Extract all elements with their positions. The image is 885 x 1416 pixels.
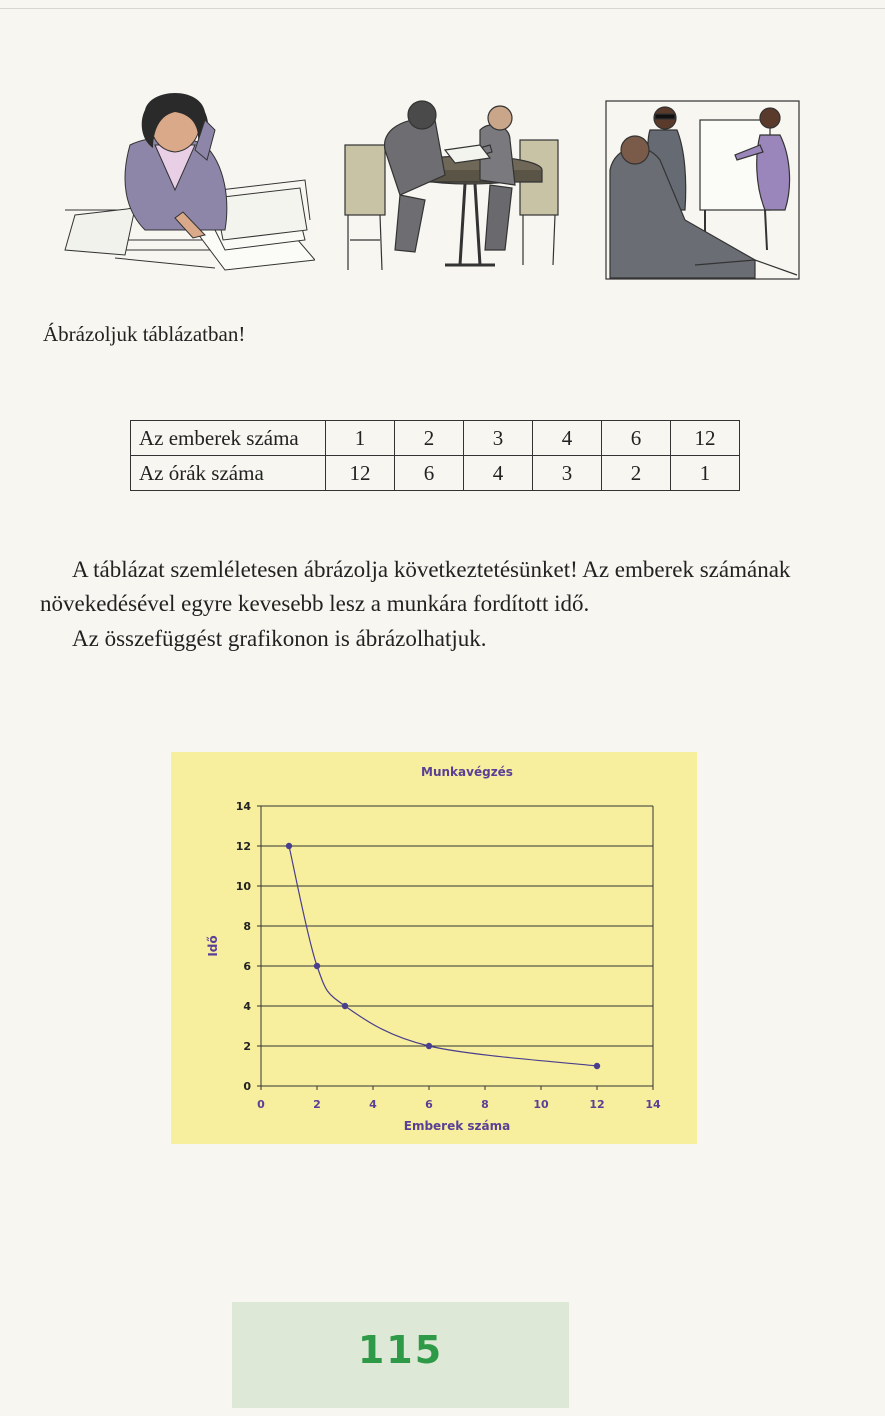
woman-at-desk-illustration	[55, 90, 315, 275]
table-cell: 3	[464, 421, 533, 456]
data-point	[426, 1043, 432, 1049]
page-number: 115	[357, 1328, 444, 1372]
y-tick-label: 12	[235, 840, 251, 853]
people-hours-table	[130, 420, 740, 491]
y-tick-label: 2	[243, 1040, 251, 1053]
table-cell: 3	[533, 456, 602, 491]
top-rule	[0, 8, 885, 9]
y-tick-label: 6	[243, 960, 251, 973]
table-cell: 2	[395, 421, 464, 456]
x-tick-label: 12	[589, 1098, 605, 1111]
table-cell: 6	[395, 456, 464, 491]
work-chart	[171, 752, 697, 1144]
data-point	[286, 843, 292, 849]
series-line	[289, 846, 597, 1066]
chart-canvas	[171, 752, 697, 1144]
x-axis-label: Emberek száma	[403, 1119, 511, 1133]
y-tick-label: 0	[243, 1080, 251, 1093]
chart-title: Munkavégzés	[421, 765, 513, 779]
table-cell: 1	[671, 456, 740, 491]
row-label-hours: Az órák száma	[131, 456, 326, 491]
table-cell: 12	[326, 456, 395, 491]
paragraph-text: A táblázat szemléletesen ábrázolja következtetésünket! Az emberek számának növekedésével egyre kevesebb lesz a munkára fordított idő.	[40, 557, 791, 616]
page-number-box	[232, 1302, 569, 1408]
paragraph-conclusion	[40, 553, 840, 621]
data-point	[342, 1003, 348, 1009]
y-tick-label: 10	[235, 880, 251, 893]
y-tick-label: 14	[235, 800, 251, 813]
presentation-illustration	[605, 100, 800, 282]
x-tick-label: 14	[645, 1098, 661, 1111]
data-point	[314, 963, 320, 969]
paragraph-graph-intro: Az összefüggést grafikonon is ábrázolhatjuk.	[72, 626, 487, 651]
table-cell: 1	[326, 421, 395, 456]
x-tick-label: 2	[313, 1098, 321, 1111]
y-tick-label: 4	[243, 1000, 251, 1013]
y-axis-label: Idő	[206, 935, 220, 957]
x-tick-label: 6	[425, 1098, 433, 1111]
table-cell: 12	[671, 421, 740, 456]
table-cell: 4	[533, 421, 602, 456]
y-tick-label: 8	[243, 920, 251, 933]
table-cell: 2	[602, 456, 671, 491]
table-row-hours	[131, 456, 740, 491]
x-tick-label: 8	[481, 1098, 489, 1111]
section-heading: Ábrázoljuk táblázatban!	[43, 322, 246, 346]
table-row-people	[131, 421, 740, 456]
x-tick-label: 10	[533, 1098, 549, 1111]
table-cell: 6	[602, 421, 671, 456]
table-cell: 4	[464, 456, 533, 491]
row-label-people: Az emberek száma	[131, 421, 326, 456]
data-point	[594, 1063, 600, 1069]
meeting-table-illustration	[340, 100, 565, 275]
x-tick-label: 0	[257, 1098, 265, 1111]
x-tick-label: 4	[369, 1098, 377, 1111]
